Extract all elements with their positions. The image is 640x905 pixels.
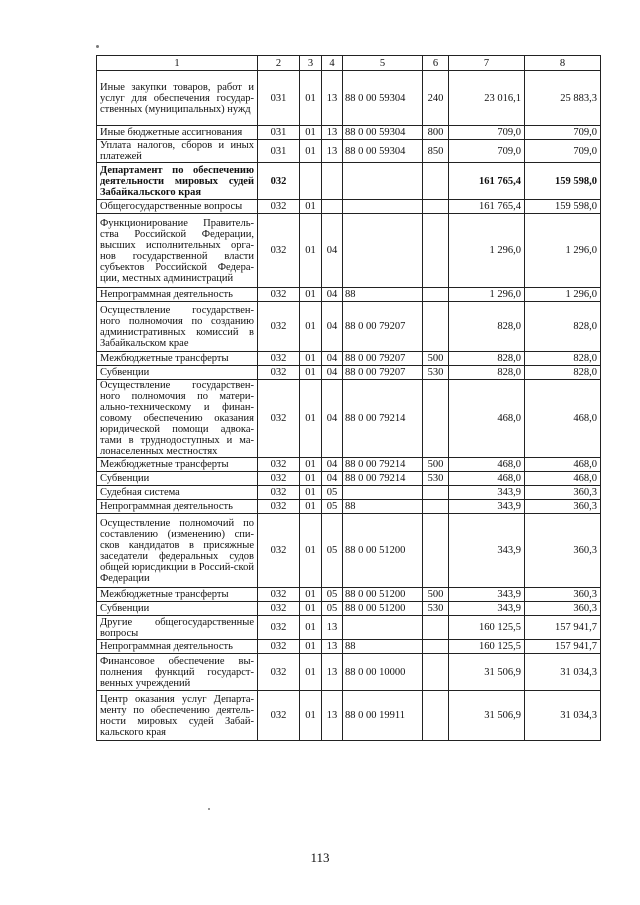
target-item-cell: 88 0 00 59304 bbox=[343, 140, 423, 163]
section-cell: 01 bbox=[300, 302, 322, 352]
amount-year1-cell: 161 765,4 bbox=[449, 200, 525, 214]
subsection-cell: 04 bbox=[322, 288, 343, 302]
header-row bbox=[97, 56, 601, 71]
expense-type-cell bbox=[423, 691, 449, 741]
subsection-cell: 13 bbox=[322, 126, 343, 140]
amount-year1-cell: 468,0 bbox=[449, 380, 525, 458]
section-cell: 01 bbox=[300, 500, 322, 514]
admin-code-cell: 031 bbox=[258, 71, 300, 126]
amount-year1-cell: 828,0 bbox=[449, 352, 525, 366]
admin-code-cell: 032 bbox=[258, 200, 300, 214]
table-row bbox=[97, 214, 601, 288]
subsection-cell: 04 bbox=[322, 214, 343, 288]
amount-year1-cell: 343,9 bbox=[449, 500, 525, 514]
section-cell: 01 bbox=[300, 458, 322, 472]
admin-code-cell: 032 bbox=[258, 380, 300, 458]
amount-year2-cell: 828,0 bbox=[525, 352, 601, 366]
expense-type-cell bbox=[423, 163, 449, 200]
admin-code-cell: 032 bbox=[258, 366, 300, 380]
section-cell: 01 bbox=[300, 588, 322, 602]
subsection-cell: 05 bbox=[322, 514, 343, 588]
target-item-cell: 88 0 00 51200 bbox=[343, 514, 423, 588]
row-name-cell: Иные закупки товаров, работ и услуг для обеспечения государ-ственных (муниципальных) нужд bbox=[97, 71, 258, 126]
row-name-cell: Осуществление государствен-ного полномочия по матери-ально-техническому и финан-совому обеспечению оказания юридической помощи адвока-тами в труднодоступных и ма-лонаселенных местностях bbox=[97, 380, 258, 458]
section-cell: 01 bbox=[300, 514, 322, 588]
admin-code-cell: 032 bbox=[258, 163, 300, 200]
header-cell: 3 bbox=[300, 56, 322, 71]
section-cell: 01 bbox=[300, 200, 322, 214]
target-item-cell bbox=[343, 616, 423, 640]
amount-year2-cell: 159 598,0 bbox=[525, 200, 601, 214]
target-item-cell: 88 0 00 19911 bbox=[343, 691, 423, 741]
target-item-cell bbox=[343, 200, 423, 214]
table-row bbox=[97, 654, 601, 691]
subsection-cell: 13 bbox=[322, 616, 343, 640]
amount-year2-cell: 468,0 bbox=[525, 380, 601, 458]
row-name-cell: Осуществление государствен-ного полномочия по созданию административных комиссий в Забайкальском крае bbox=[97, 302, 258, 352]
header-cell: 7 bbox=[449, 56, 525, 71]
row-name-cell: Субвенции bbox=[97, 366, 258, 380]
header-cell: 6 bbox=[423, 56, 449, 71]
admin-code-cell: 032 bbox=[258, 640, 300, 654]
admin-code-cell: 032 bbox=[258, 302, 300, 352]
section-cell: 01 bbox=[300, 472, 322, 486]
admin-code-cell: 032 bbox=[258, 214, 300, 288]
section-cell: 01 bbox=[300, 486, 322, 500]
subsection-cell: 04 bbox=[322, 366, 343, 380]
table-row bbox=[97, 588, 601, 602]
admin-code-cell: 032 bbox=[258, 352, 300, 366]
subsection-cell: 04 bbox=[322, 302, 343, 352]
admin-code-cell: 032 bbox=[258, 288, 300, 302]
admin-code-cell: 032 bbox=[258, 602, 300, 616]
table-row bbox=[97, 472, 601, 486]
amount-year1-cell: 23 016,1 bbox=[449, 71, 525, 126]
amount-year1-cell: 468,0 bbox=[449, 458, 525, 472]
scan-speck bbox=[96, 45, 99, 48]
target-item-cell: 88 0 00 79214 bbox=[343, 380, 423, 458]
amount-year1-cell: 160 125,5 bbox=[449, 616, 525, 640]
table-row bbox=[97, 486, 601, 500]
section-cell: 01 bbox=[300, 602, 322, 616]
amount-year1-cell: 161 765,4 bbox=[449, 163, 525, 200]
amount-year2-cell: 159 598,0 bbox=[525, 163, 601, 200]
table-row bbox=[97, 200, 601, 214]
section-cell: 01 bbox=[300, 640, 322, 654]
page-number: 113 bbox=[310, 850, 330, 865]
admin-code-cell: 031 bbox=[258, 140, 300, 163]
subsection-cell: 13 bbox=[322, 691, 343, 741]
amount-year1-cell: 31 506,9 bbox=[449, 691, 525, 741]
row-name-cell: Департамент по обеспечению деятельности мировых судей Забайкальского края bbox=[97, 163, 258, 200]
subsection-cell: 04 bbox=[322, 472, 343, 486]
table-row bbox=[97, 691, 601, 741]
table-row bbox=[97, 71, 601, 126]
expense-type-cell bbox=[423, 288, 449, 302]
subsection-cell: 04 bbox=[322, 380, 343, 458]
amount-year2-cell: 828,0 bbox=[525, 302, 601, 352]
row-name-cell: Непрограммная деятельность bbox=[97, 288, 258, 302]
row-name-cell: Уплата налогов, сборов и иных платежей bbox=[97, 140, 258, 163]
target-item-cell: 88 bbox=[343, 640, 423, 654]
row-name-cell: Непрограммная деятельность bbox=[97, 640, 258, 654]
amount-year2-cell: 360,3 bbox=[525, 588, 601, 602]
target-item-cell: 88 0 00 79207 bbox=[343, 302, 423, 352]
section-cell: 01 bbox=[300, 352, 322, 366]
budget-table bbox=[96, 55, 601, 741]
amount-year1-cell: 828,0 bbox=[449, 366, 525, 380]
row-name-cell: Центр оказания услуг Департа-менту по обеспечению деятель-ности мировых судей Забай-кальского края bbox=[97, 691, 258, 741]
header-cell: 1 bbox=[97, 56, 258, 71]
target-item-cell: 88 bbox=[343, 500, 423, 514]
admin-code-cell: 032 bbox=[258, 588, 300, 602]
scan-speck bbox=[208, 808, 210, 810]
admin-code-cell: 032 bbox=[258, 500, 300, 514]
table-row bbox=[97, 640, 601, 654]
expense-type-cell: 500 bbox=[423, 458, 449, 472]
amount-year1-cell: 468,0 bbox=[449, 472, 525, 486]
target-item-cell: 88 0 00 79214 bbox=[343, 472, 423, 486]
admin-code-cell: 032 bbox=[258, 691, 300, 741]
expense-type-cell bbox=[423, 500, 449, 514]
amount-year2-cell: 709,0 bbox=[525, 126, 601, 140]
target-item-cell bbox=[343, 214, 423, 288]
section-cell: 01 bbox=[300, 288, 322, 302]
amount-year1-cell: 709,0 bbox=[449, 126, 525, 140]
expense-type-cell: 530 bbox=[423, 472, 449, 486]
amount-year1-cell: 343,9 bbox=[449, 514, 525, 588]
section-cell: 01 bbox=[300, 366, 322, 380]
expense-type-cell bbox=[423, 616, 449, 640]
section-cell: 01 bbox=[300, 140, 322, 163]
amount-year2-cell: 31 034,3 bbox=[525, 654, 601, 691]
header-cell: 5 bbox=[343, 56, 423, 71]
expense-type-cell: 500 bbox=[423, 352, 449, 366]
admin-code-cell: 031 bbox=[258, 126, 300, 140]
section-cell: 01 bbox=[300, 126, 322, 140]
expense-type-cell bbox=[423, 214, 449, 288]
amount-year1-cell: 1 296,0 bbox=[449, 288, 525, 302]
expense-type-cell bbox=[423, 654, 449, 691]
admin-code-cell: 032 bbox=[258, 616, 300, 640]
expense-type-cell bbox=[423, 640, 449, 654]
table-row bbox=[97, 458, 601, 472]
expense-type-cell: 530 bbox=[423, 366, 449, 380]
row-name-cell: Субвенции bbox=[97, 602, 258, 616]
section-cell bbox=[300, 163, 322, 200]
admin-code-cell: 032 bbox=[258, 458, 300, 472]
subsection-cell: 05 bbox=[322, 500, 343, 514]
amount-year2-cell: 25 883,3 bbox=[525, 71, 601, 126]
target-item-cell: 88 0 00 51200 bbox=[343, 588, 423, 602]
table-row bbox=[97, 288, 601, 302]
amount-year1-cell: 828,0 bbox=[449, 302, 525, 352]
row-name-cell: Другие общегосударственные вопросы bbox=[97, 616, 258, 640]
target-item-cell: 88 0 00 51200 bbox=[343, 602, 423, 616]
table-row bbox=[97, 302, 601, 352]
amount-year2-cell: 31 034,3 bbox=[525, 691, 601, 741]
expense-type-cell bbox=[423, 514, 449, 588]
table-row bbox=[97, 500, 601, 514]
expense-type-cell: 530 bbox=[423, 602, 449, 616]
subsection-cell: 04 bbox=[322, 352, 343, 366]
subsection-cell: 04 bbox=[322, 458, 343, 472]
header-cell: 2 bbox=[258, 56, 300, 71]
amount-year2-cell: 709,0 bbox=[525, 140, 601, 163]
row-name-cell: Общегосударственные вопросы bbox=[97, 200, 258, 214]
amount-year1-cell: 1 296,0 bbox=[449, 214, 525, 288]
target-item-cell: 88 0 00 79214 bbox=[343, 458, 423, 472]
row-name-cell: Межбюджетные трансферты bbox=[97, 458, 258, 472]
header-cell: 8 bbox=[525, 56, 601, 71]
amount-year1-cell: 31 506,9 bbox=[449, 654, 525, 691]
header-cell: 4 bbox=[322, 56, 343, 71]
expense-type-cell bbox=[423, 200, 449, 214]
row-name-cell: Финансовое обеспечение вы-полнения функций государст-венных учреждений bbox=[97, 654, 258, 691]
amount-year2-cell: 157 941,7 bbox=[525, 640, 601, 654]
subsection-cell: 13 bbox=[322, 640, 343, 654]
table-row bbox=[97, 514, 601, 588]
subsection-cell: 05 bbox=[322, 486, 343, 500]
table-row bbox=[97, 163, 601, 200]
target-item-cell: 88 0 00 79207 bbox=[343, 352, 423, 366]
section-cell: 01 bbox=[300, 380, 322, 458]
row-name-cell: Межбюджетные трансферты bbox=[97, 588, 258, 602]
amount-year2-cell: 468,0 bbox=[525, 472, 601, 486]
table-row bbox=[97, 366, 601, 380]
admin-code-cell: 032 bbox=[258, 472, 300, 486]
amount-year2-cell: 157 941,7 bbox=[525, 616, 601, 640]
target-item-cell: 88 0 00 59304 bbox=[343, 71, 423, 126]
subsection-cell: 05 bbox=[322, 602, 343, 616]
admin-code-cell: 032 bbox=[258, 654, 300, 691]
row-name-cell: Судебная система bbox=[97, 486, 258, 500]
section-cell: 01 bbox=[300, 691, 322, 741]
target-item-cell: 88 0 00 10000 bbox=[343, 654, 423, 691]
subsection-cell: 13 bbox=[322, 140, 343, 163]
target-item-cell: 88 0 00 79207 bbox=[343, 366, 423, 380]
amount-year1-cell: 709,0 bbox=[449, 140, 525, 163]
row-name-cell: Субвенции bbox=[97, 472, 258, 486]
amount-year2-cell: 468,0 bbox=[525, 458, 601, 472]
row-name-cell: Иные бюджетные ассигнования bbox=[97, 126, 258, 140]
expense-type-cell: 500 bbox=[423, 588, 449, 602]
section-cell: 01 bbox=[300, 654, 322, 691]
admin-code-cell: 032 bbox=[258, 514, 300, 588]
subsection-cell: 13 bbox=[322, 71, 343, 126]
amount-year2-cell: 360,3 bbox=[525, 486, 601, 500]
amount-year1-cell: 343,9 bbox=[449, 588, 525, 602]
expense-type-cell: 850 bbox=[423, 140, 449, 163]
expense-type-cell: 800 bbox=[423, 126, 449, 140]
subsection-cell bbox=[322, 200, 343, 214]
row-name-cell: Непрограммная деятельность bbox=[97, 500, 258, 514]
amount-year2-cell: 1 296,0 bbox=[525, 288, 601, 302]
expense-type-cell: 240 bbox=[423, 71, 449, 126]
table-row bbox=[97, 140, 601, 163]
amount-year2-cell: 360,3 bbox=[525, 602, 601, 616]
expense-type-cell bbox=[423, 486, 449, 500]
table-row bbox=[97, 602, 601, 616]
section-cell: 01 bbox=[300, 71, 322, 126]
target-item-cell bbox=[343, 163, 423, 200]
subsection-cell bbox=[322, 163, 343, 200]
amount-year1-cell: 343,9 bbox=[449, 602, 525, 616]
table-row bbox=[97, 380, 601, 458]
section-cell: 01 bbox=[300, 214, 322, 288]
amount-year2-cell: 360,3 bbox=[525, 514, 601, 588]
table-row bbox=[97, 352, 601, 366]
subsection-cell: 05 bbox=[322, 588, 343, 602]
subsection-cell: 13 bbox=[322, 654, 343, 691]
amount-year1-cell: 160 125,5 bbox=[449, 640, 525, 654]
row-name-cell: Межбюджетные трансферты bbox=[97, 352, 258, 366]
amount-year1-cell: 343,9 bbox=[449, 486, 525, 500]
row-name-cell: Функционирование Правитель-ства Российской Федерации, высших исполнительных орга-нов государственной власти субъектов Российской Федера-ции, местных администраций bbox=[97, 214, 258, 288]
section-cell: 01 bbox=[300, 616, 322, 640]
admin-code-cell: 032 bbox=[258, 486, 300, 500]
table-row bbox=[97, 126, 601, 140]
target-item-cell: 88 0 00 59304 bbox=[343, 126, 423, 140]
amount-year2-cell: 360,3 bbox=[525, 500, 601, 514]
amount-year2-cell: 828,0 bbox=[525, 366, 601, 380]
expense-type-cell bbox=[423, 380, 449, 458]
expense-type-cell bbox=[423, 302, 449, 352]
target-item-cell: 88 bbox=[343, 288, 423, 302]
amount-year2-cell: 1 296,0 bbox=[525, 214, 601, 288]
row-name-cell: Осуществление полномочий по составлению (изменению) спи-сков кандидатов в присяжные заседатели федеральных судов общей юрисдикции в Россий-ской Федерации bbox=[97, 514, 258, 588]
target-item-cell bbox=[343, 486, 423, 500]
table-row bbox=[97, 616, 601, 640]
